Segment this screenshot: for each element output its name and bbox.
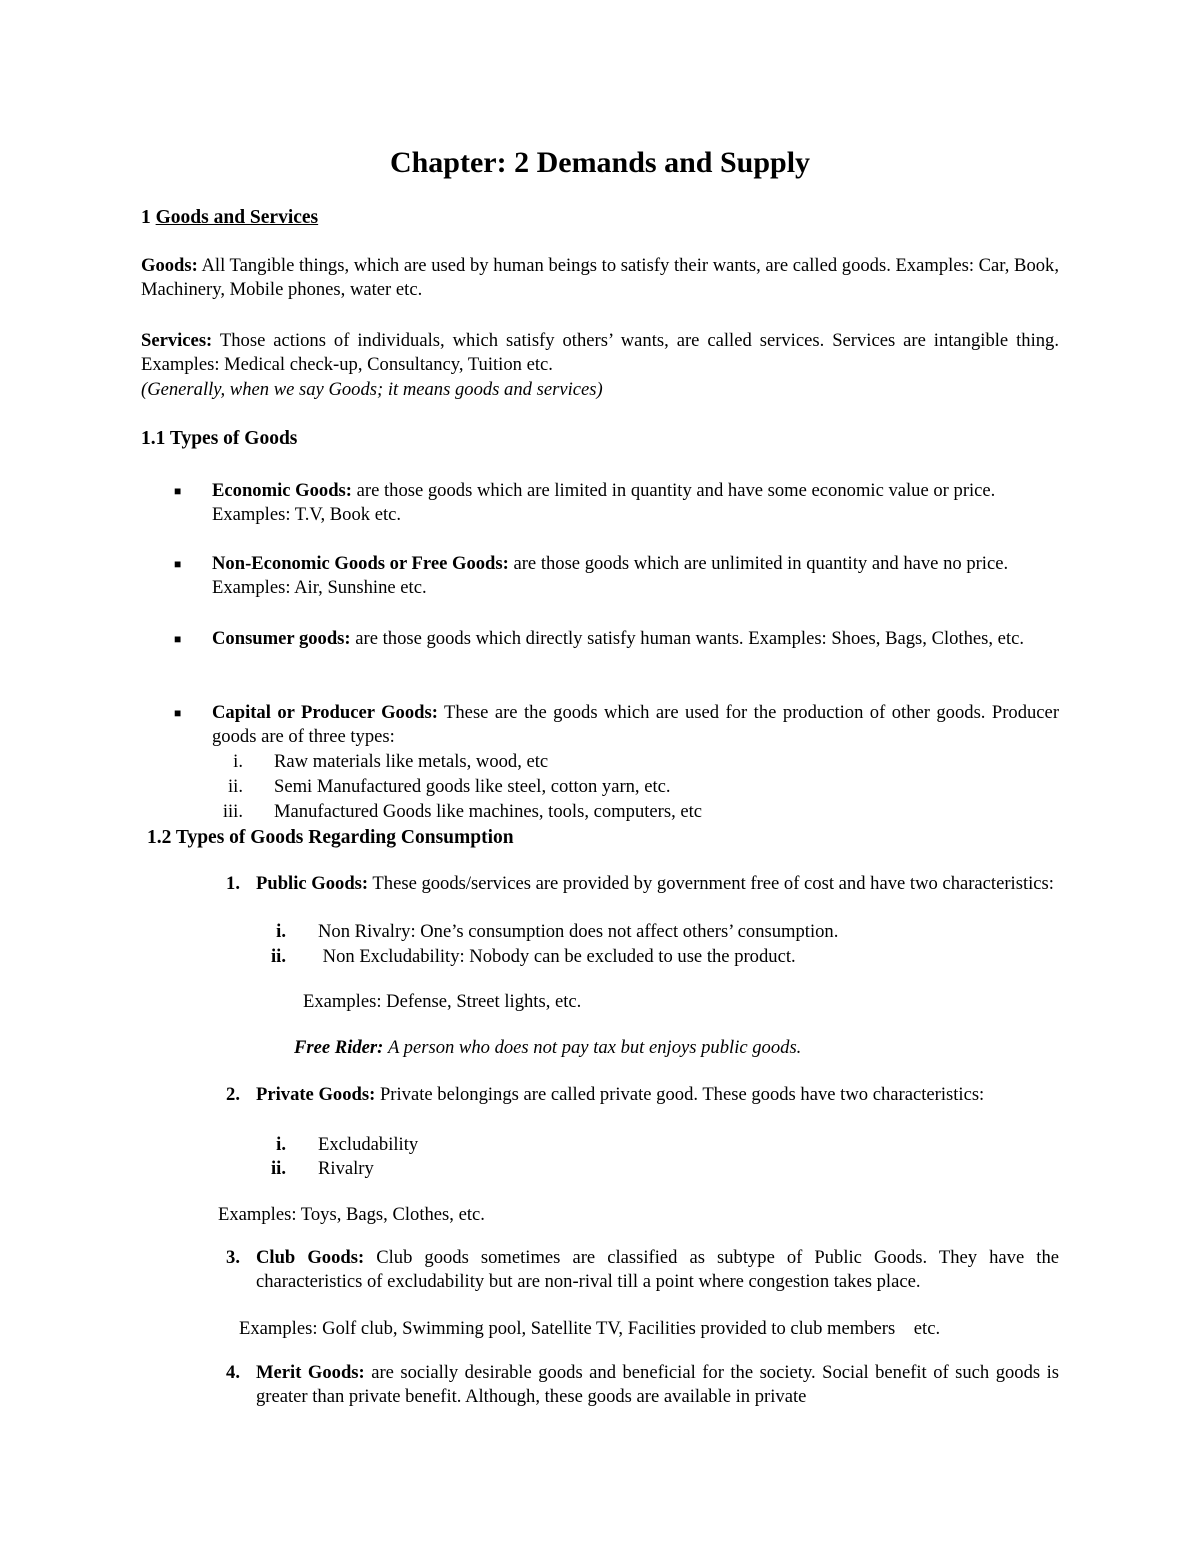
characteristic-item: Non Rivalry: One’s consumption does not affect others’ consumption.	[318, 921, 839, 942]
services-note	[141, 378, 603, 402]
item-label: Club Goods:	[256, 1247, 365, 1268]
club-goods-examples: Examples: Golf club, Swimming pool, Satellite TV, Facilities provided to club members etc.	[239, 1318, 941, 1339]
roman-numeral: ii.	[271, 946, 286, 967]
consumption-heading: 1.2 Types of Goods Regarding Consumption	[147, 827, 514, 848]
item-label: Consumer goods:	[212, 628, 351, 649]
goods-label: Goods:	[141, 255, 198, 276]
item-text: These goods/services are provided by government free of cost and have two characteristics:	[372, 873, 1054, 894]
characteristic-item: Excludability	[318, 1134, 419, 1155]
goods-text: All Tangible things, which are used by human beings to satisfy their wants, are called goods. Examples: Car, Book, Machinery, Mobile phones, water etc.	[141, 255, 1060, 300]
services-label: Services:	[141, 330, 213, 351]
bullet-icon: ■	[174, 632, 182, 646]
bullet-icon: ■	[174, 484, 182, 498]
item-label: Private Goods:	[256, 1084, 376, 1105]
item-text: are those goods which are limited in quantity and have some economic value or price. Examples: T.V, Book etc.	[212, 480, 996, 525]
list-number: 4.	[226, 1362, 240, 1383]
goods-definition	[141, 254, 1059, 302]
item-text: are those goods which directly satisfy human wants. Examples: Shoes, Bags, Clothes, etc.	[355, 628, 1025, 649]
characteristic-item: Rivalry	[318, 1158, 374, 1179]
services-note-text: (Generally, when we say Goods; it means goods and services)	[141, 379, 603, 400]
list-item-merit-goods	[256, 1361, 1059, 1409]
list-item-private-goods	[256, 1083, 1059, 1107]
list-item-public-goods	[256, 872, 1059, 896]
producer-type-item: Semi Manufactured goods like steel, cotton yarn, etc.	[274, 776, 671, 797]
item-text: are those goods which are unlimited in quantity and have no price. Examples: Air, Sunshine etc.	[212, 553, 1009, 598]
characteristic-item: Non Excludability: Nobody can be excluded to use the product.	[318, 946, 796, 967]
list-item-consumer-goods	[212, 627, 1059, 651]
bullet-icon: ■	[174, 706, 182, 720]
list-number: 1.	[226, 873, 240, 894]
free-rider-text: A person who does not pay tax but enjoys public goods.	[388, 1037, 802, 1058]
section-heading-goods-services	[141, 206, 318, 230]
list-number: 3.	[226, 1247, 240, 1268]
list-number: 2.	[226, 1084, 240, 1105]
free-rider-note	[294, 1036, 801, 1060]
page-title: Chapter: 2 Demands and Supply	[389, 146, 811, 179]
services-text: Those actions of individuals, which satisfy others’ wants, are called services. Services are intangible thing. Examples: Medical check-up, Consultancy, Tuition etc.	[141, 330, 1059, 375]
item-label: Merit Goods:	[256, 1362, 365, 1383]
list-item-non-economic-goods	[212, 552, 1059, 600]
section-title: Goods and Services	[155, 207, 319, 228]
list-item-economic-goods	[212, 479, 1059, 527]
section-number: 1	[141, 207, 151, 228]
item-text: Club goods sometimes are classified as subtype of Public Goods. They have the characteristics of excludability but are non-rival till a point where congestion takes place.	[256, 1247, 1059, 1292]
item-label: Economic Goods:	[212, 480, 352, 501]
list-item-club-goods	[256, 1246, 1059, 1294]
bullet-icon: ■	[174, 557, 182, 571]
item-label: Capital or Producer Goods:	[212, 702, 438, 723]
private-goods-examples: Examples: Toys, Bags, Clothes, etc.	[218, 1204, 485, 1225]
item-text: are socially desirable goods and beneficial for the society. Social benefit of such goods is greater than private benefit. Although, these goods are available in private	[256, 1362, 1059, 1407]
roman-numeral: iii.	[222, 801, 243, 822]
producer-type-item: Manufactured Goods like machines, tools, computers, etc	[274, 801, 703, 822]
list-item-capital-goods	[212, 701, 1059, 749]
roman-numeral: i.	[276, 921, 286, 942]
item-text: Private belongings are called private good. These goods have two characteristics:	[379, 1084, 985, 1105]
item-text: These are the goods which are used for the production of other goods. Producer goods are of three types:	[212, 702, 1060, 747]
types-heading: 1.1 Types of Goods	[141, 428, 298, 449]
producer-type-item: Raw materials like metals, wood, etc	[274, 751, 549, 772]
roman-numeral: ii.	[271, 1158, 286, 1179]
public-goods-examples: Examples: Defense, Street lights, etc.	[303, 991, 582, 1012]
services-definition	[141, 329, 1059, 377]
free-rider-label: Free Rider:	[294, 1037, 384, 1058]
roman-numeral: i.	[233, 751, 243, 772]
item-label: Non-Economic Goods or Free Goods:	[212, 553, 509, 574]
item-label: Public Goods:	[256, 873, 369, 894]
roman-numeral: i.	[276, 1134, 286, 1155]
roman-numeral: ii.	[228, 776, 243, 797]
